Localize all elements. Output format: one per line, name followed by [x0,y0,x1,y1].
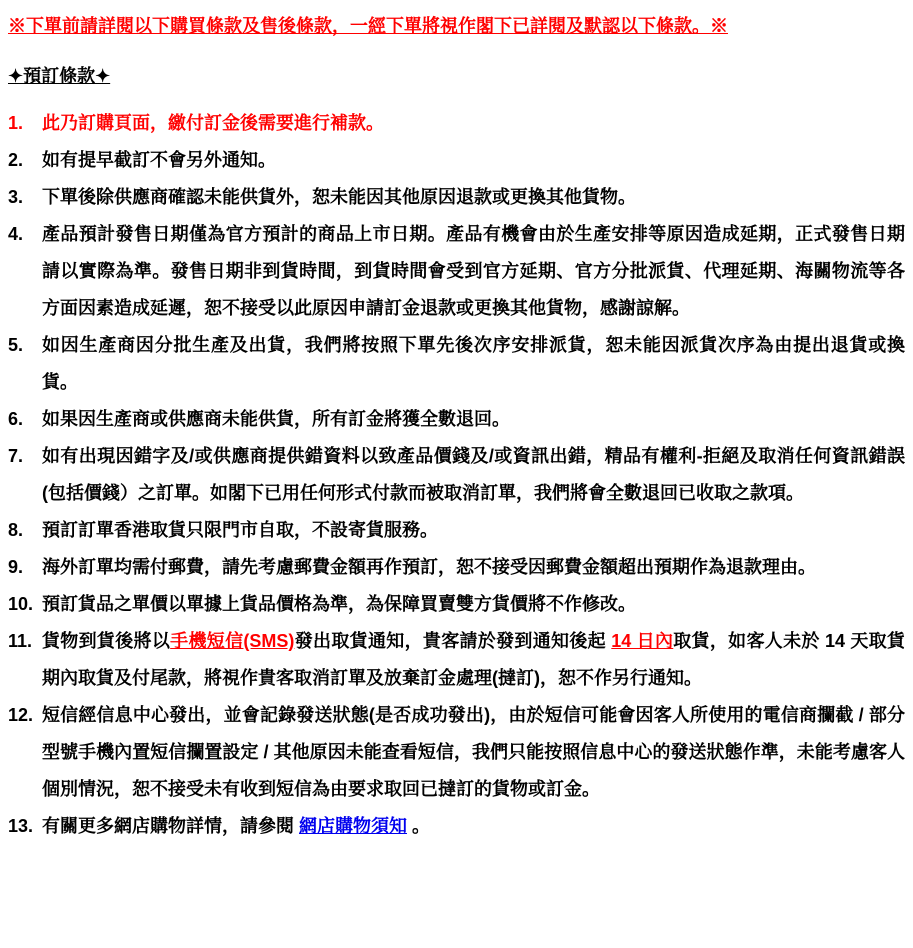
term-item-9 [8,549,905,586]
term-segment: 。 [407,816,431,836]
term-item-7 [8,438,905,512]
term-text [42,142,905,179]
term-item-11 [8,623,905,697]
term-number: 7. [8,446,24,466]
term-number: 1. [8,113,24,133]
terms-list [8,105,905,845]
term-segment: 預訂貨品之單價以單據上貨品價格為準，為保障買賣雙方貨價將不作修改。 [42,594,636,614]
term-segment: 14 日內 [611,631,674,651]
term-item-2 [8,142,905,179]
section-title-row [8,58,905,95]
term-number: 6. [8,409,24,429]
term-segment: 貨物到貨後將以 [42,631,171,651]
term-item-10 [8,586,905,623]
term-number: 4. [8,224,24,244]
term-segment: 如因生產商因分批生產及出貨，我們將按照下單先後次序安排派貨，恕未能因派貨次序為由提出退貨或換貨。 [42,335,905,392]
term-segment: 如有出現因錯字及/或供應商提供錯資料以致產品價錢及/或資訊出錯，精品有權利-拒絕及取消任何資訊錯誤(包括價錢）之訂單。如閣下已用任何形式付款而被取消訂單，我們將會全數退回已收取之款項。 [42,446,905,503]
term-text [42,105,905,142]
term-segment: 發出取貨通知，貴客請於發到通知後起 [294,631,612,651]
term-text [42,697,905,808]
term-number: 3. [8,187,24,207]
term-number: 2. [8,150,24,170]
term-item-12 [8,697,905,808]
term-text [42,623,905,697]
term-number: 11. [8,631,33,651]
term-segment: 預訂訂單香港取貨只限門市自取，不設寄貨服務。 [42,520,438,540]
term-number: 10. [8,594,34,614]
term-number: 5. [8,335,24,355]
term-text [42,438,905,512]
term-number: 13. [8,816,34,836]
term-text [42,216,905,327]
term-text [42,401,905,438]
term-segment: 有關更多網店購物詳情，請參閱 [42,816,299,836]
preorder-terms-title: ✦預訂條款✦ [8,66,111,86]
term-item-3 [8,179,905,216]
term-segment: 如有提早截訂不會另外通知。 [42,150,276,170]
term-text [42,808,905,845]
term-item-6 [8,401,905,438]
term-number: 8. [8,520,24,540]
term-number: 9. [8,557,24,577]
term-segment: 短信經信息中心發出，並會記錄發送狀態(是否成功發出)，由於短信可能會因客人所使用的電信商攔截 / 部分型號手機內置短信攔置設定 / 其他原因未能查看短信，我們只能按照信息中心的發送狀態作準，未能考慮客人個別情況，恕不接受未有收到短信為由要求取回已撻訂的貨物或訂金。 [42,705,905,799]
term-segment: 下單後除供應商確認未能供貨外，恕未能因其他原因退款或更換其他貨物。 [42,187,636,207]
term-segment: 產品預計發售日期僅為官方預計的商品上市日期。產品有機會由於生產安排等原因造成延期，正式發售日期請以實際為準。發售日期非到貨時間，到貨時間會受到官方延期、官方分批派貨、代理延期、海關物流等各方面因素造成延遲，恕不接受以此原因申請訂金退款或更換其他貨物，感謝諒解。 [42,224,905,318]
term-segment: 如果因生產商或供應商未能供貨，所有訂金將獲全數退回。 [42,409,510,429]
term-segment: 手機短信(SMS) [170,631,295,651]
term-text [42,549,905,586]
term-item-4 [8,216,905,327]
term-item-1 [8,105,905,142]
shop-guide-link[interactable]: 網店購物須知 [299,816,407,836]
term-segment: 取貨，如客人未於 14 天取貨期內取貨及付尾款，將視作貴客取消訂單及放棄訂金處理(撻訂)，恕不作另行通知。 [42,631,905,688]
term-text [42,512,905,549]
term-item-13 [8,808,905,845]
term-segment: 此乃訂購頁面，繳付訂金後需要進行補款。 [42,113,384,133]
term-segment: 海外訂單均需付郵費，請先考慮郵費金額再作預訂，恕不接受因郵費金額超出預期作為退款理由。 [42,557,816,577]
term-text [42,586,905,623]
term-item-5 [8,327,905,401]
terms-warning-banner: ※下單前請詳閱以下購買條款及售後條款，一經下單將視作閣下已詳閱及默認以下條款。※ [8,16,728,36]
term-item-8 [8,512,905,549]
term-text [42,327,905,401]
term-text [42,179,905,216]
term-number: 12. [8,705,34,725]
